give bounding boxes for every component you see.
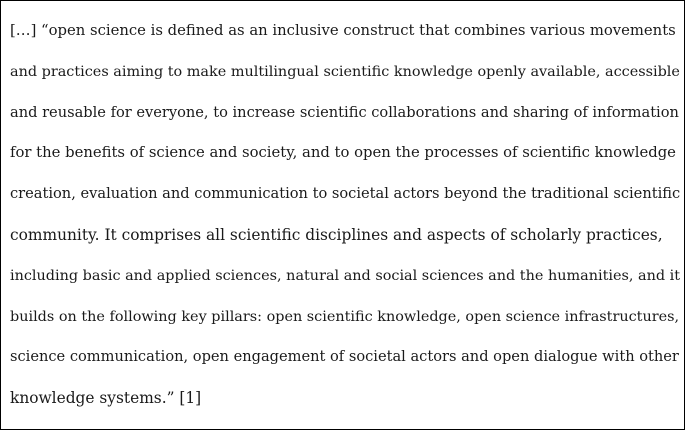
- quote-line: science communication, open engagement of societal actors and open dialogue with other: [10, 348, 679, 366]
- quote-line: for the benefits of science and society, and to open the processes of scientific knowledge: [10, 144, 676, 162]
- quote-line: knowledge systems.” [1]: [10, 389, 202, 408]
- quote-line: creation, evaluation and communication to societal actors beyond the traditional scientific: [10, 185, 681, 203]
- quote-line: community. It comprises all scientific disciplines and aspects of scholarly practices,: [10, 225, 663, 244]
- quote-line: including basic and applied sciences, natural and social sciences and the humanities, and it: [10, 267, 681, 284]
- quote-text: [10, 11, 682, 419]
- quote-line: and reusable for everyone, to increase scientific collaborations and sharing of information: [10, 103, 679, 121]
- quote-line: […] “open science is defined as an inclusive construct that combines various movements: [10, 22, 676, 39]
- quote-line: and practices aiming to make multilingual scientific knowledge openly available, accessible: [10, 63, 680, 80]
- quote-line: builds on the following key pillars: open scientific knowledge, open science infrastructures,: [10, 308, 680, 325]
